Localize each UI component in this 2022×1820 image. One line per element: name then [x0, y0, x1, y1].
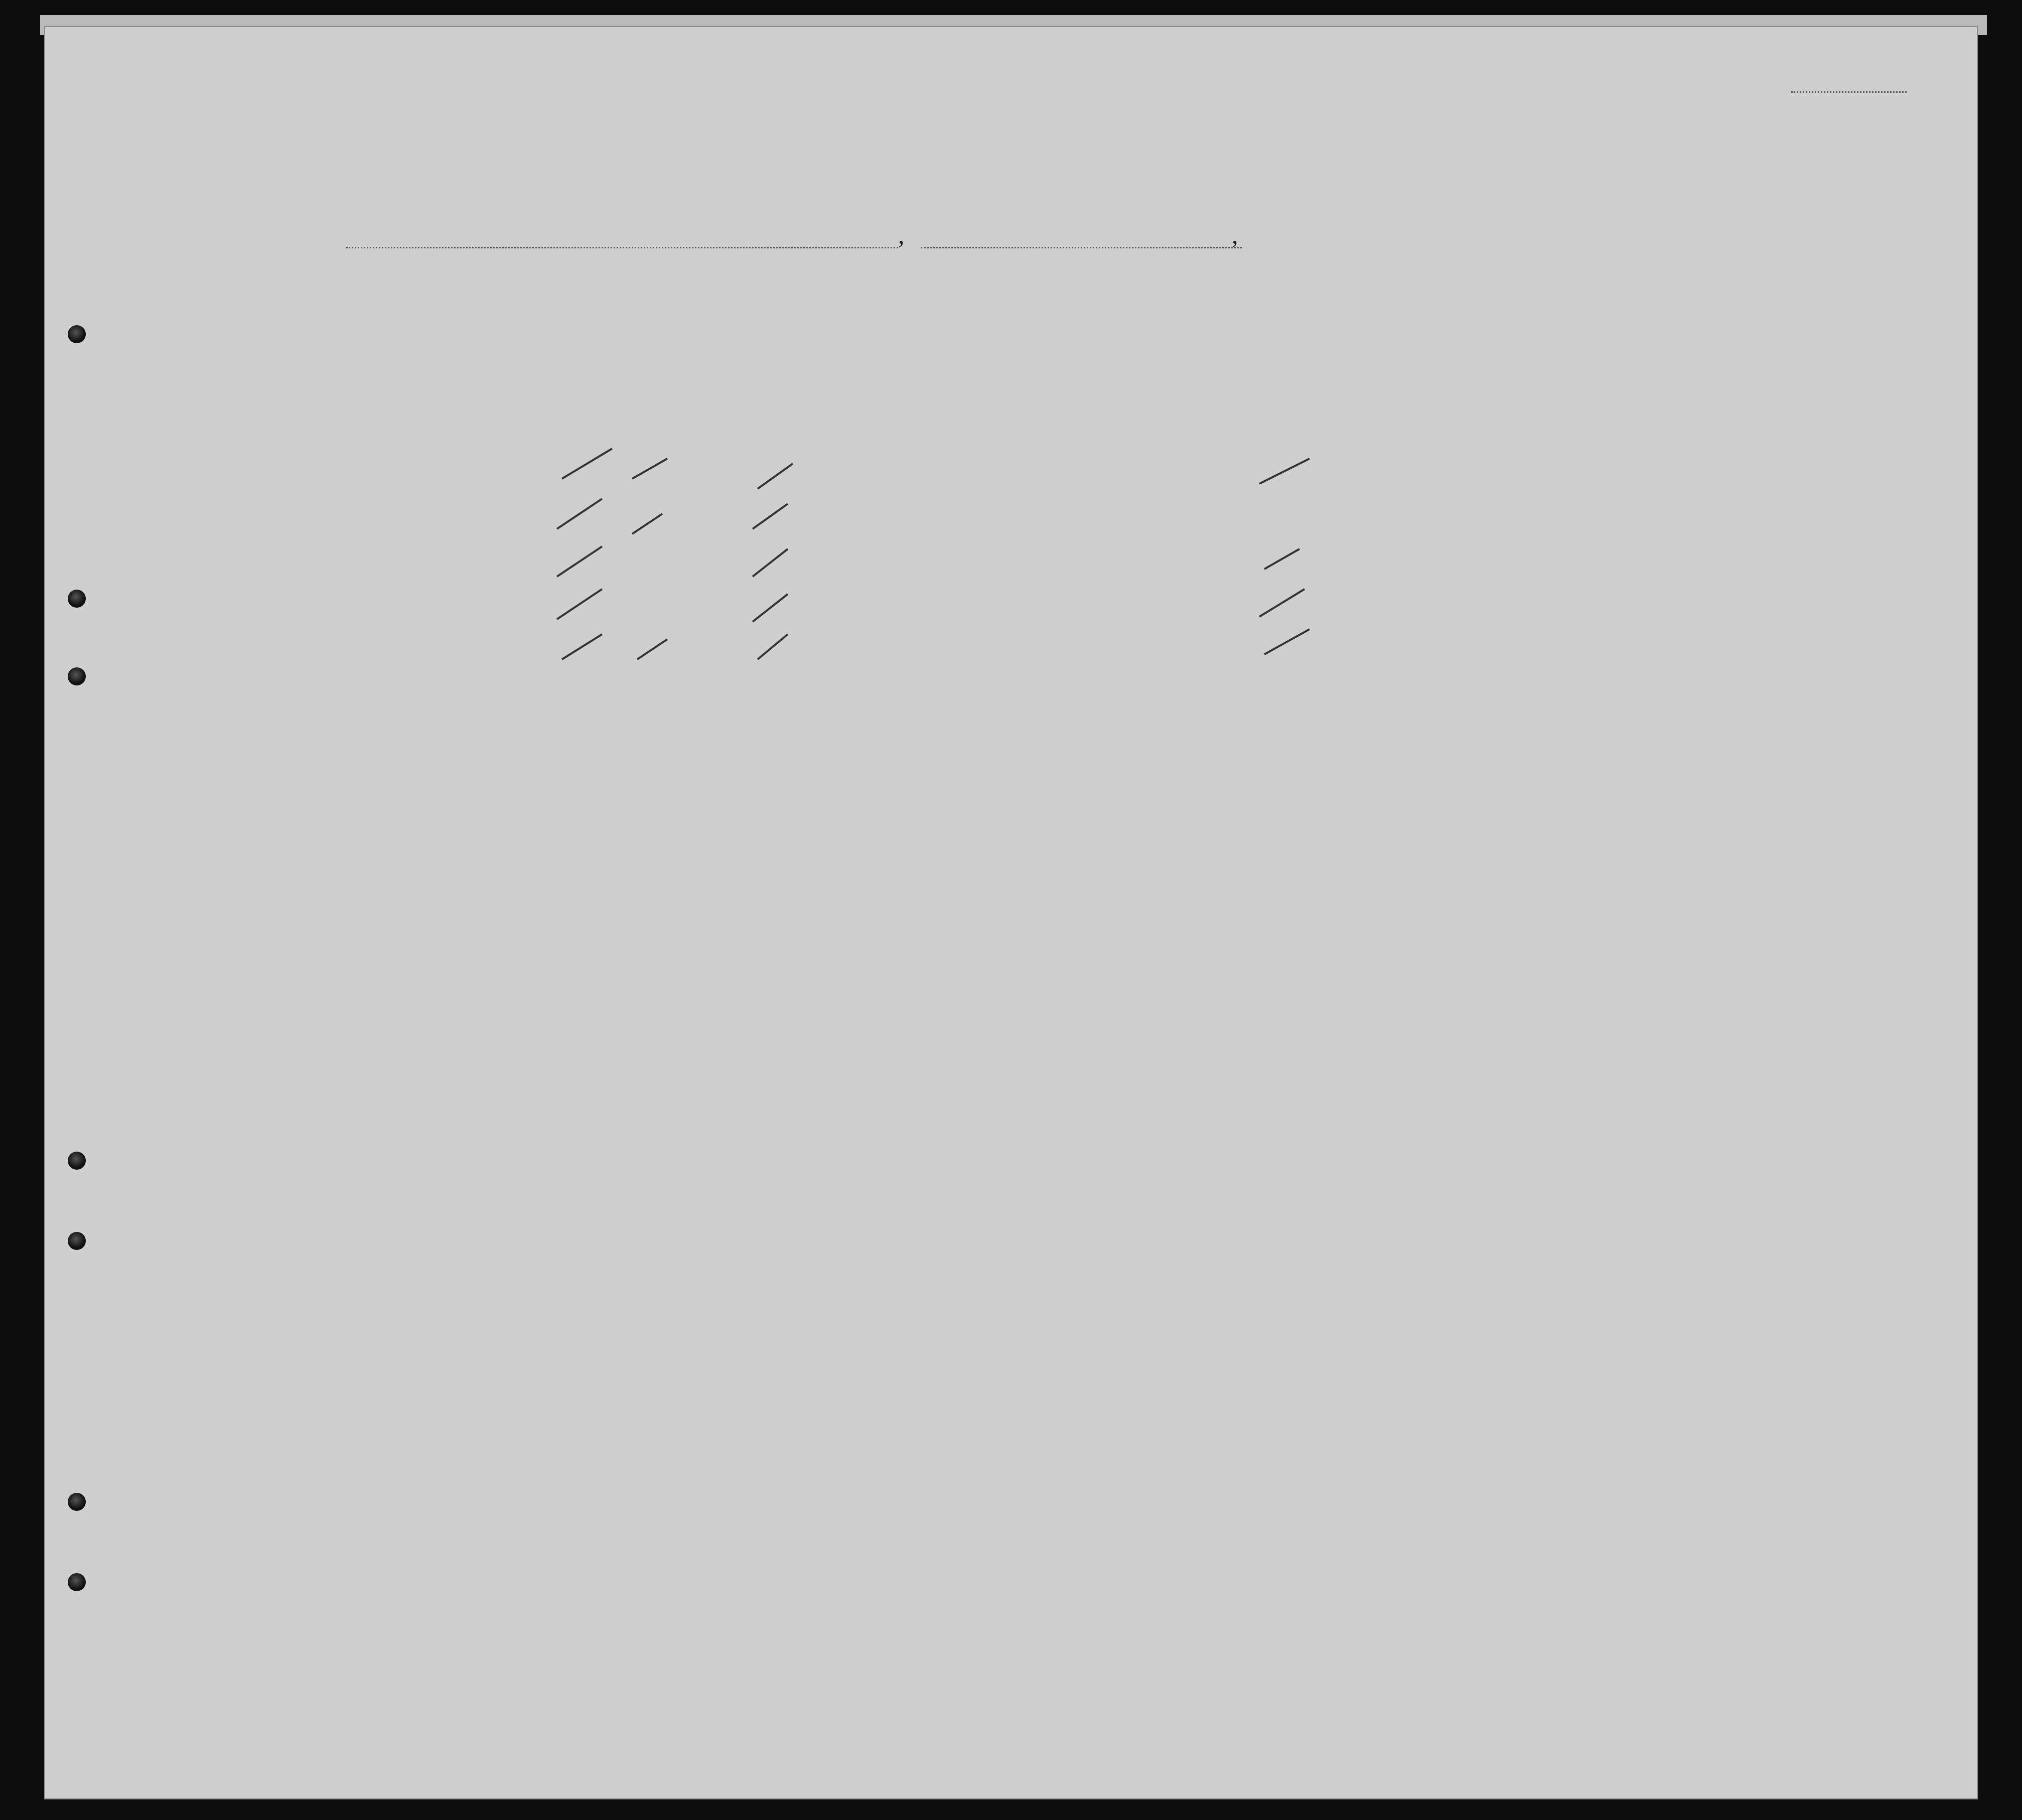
manifest-sheet [44, 26, 1978, 1799]
punch-hole [68, 1152, 86, 1170]
punch-hole [68, 325, 86, 343]
punch-hole [68, 667, 86, 685]
check-marks [45, 27, 1977, 730]
punch-hole [68, 590, 86, 608]
comma-separator-2: , [1232, 221, 1238, 249]
punch-hole [68, 1232, 86, 1250]
punch-hole [68, 1493, 86, 1511]
comma-separator: , [898, 221, 905, 249]
punch-hole [68, 1573, 86, 1591]
